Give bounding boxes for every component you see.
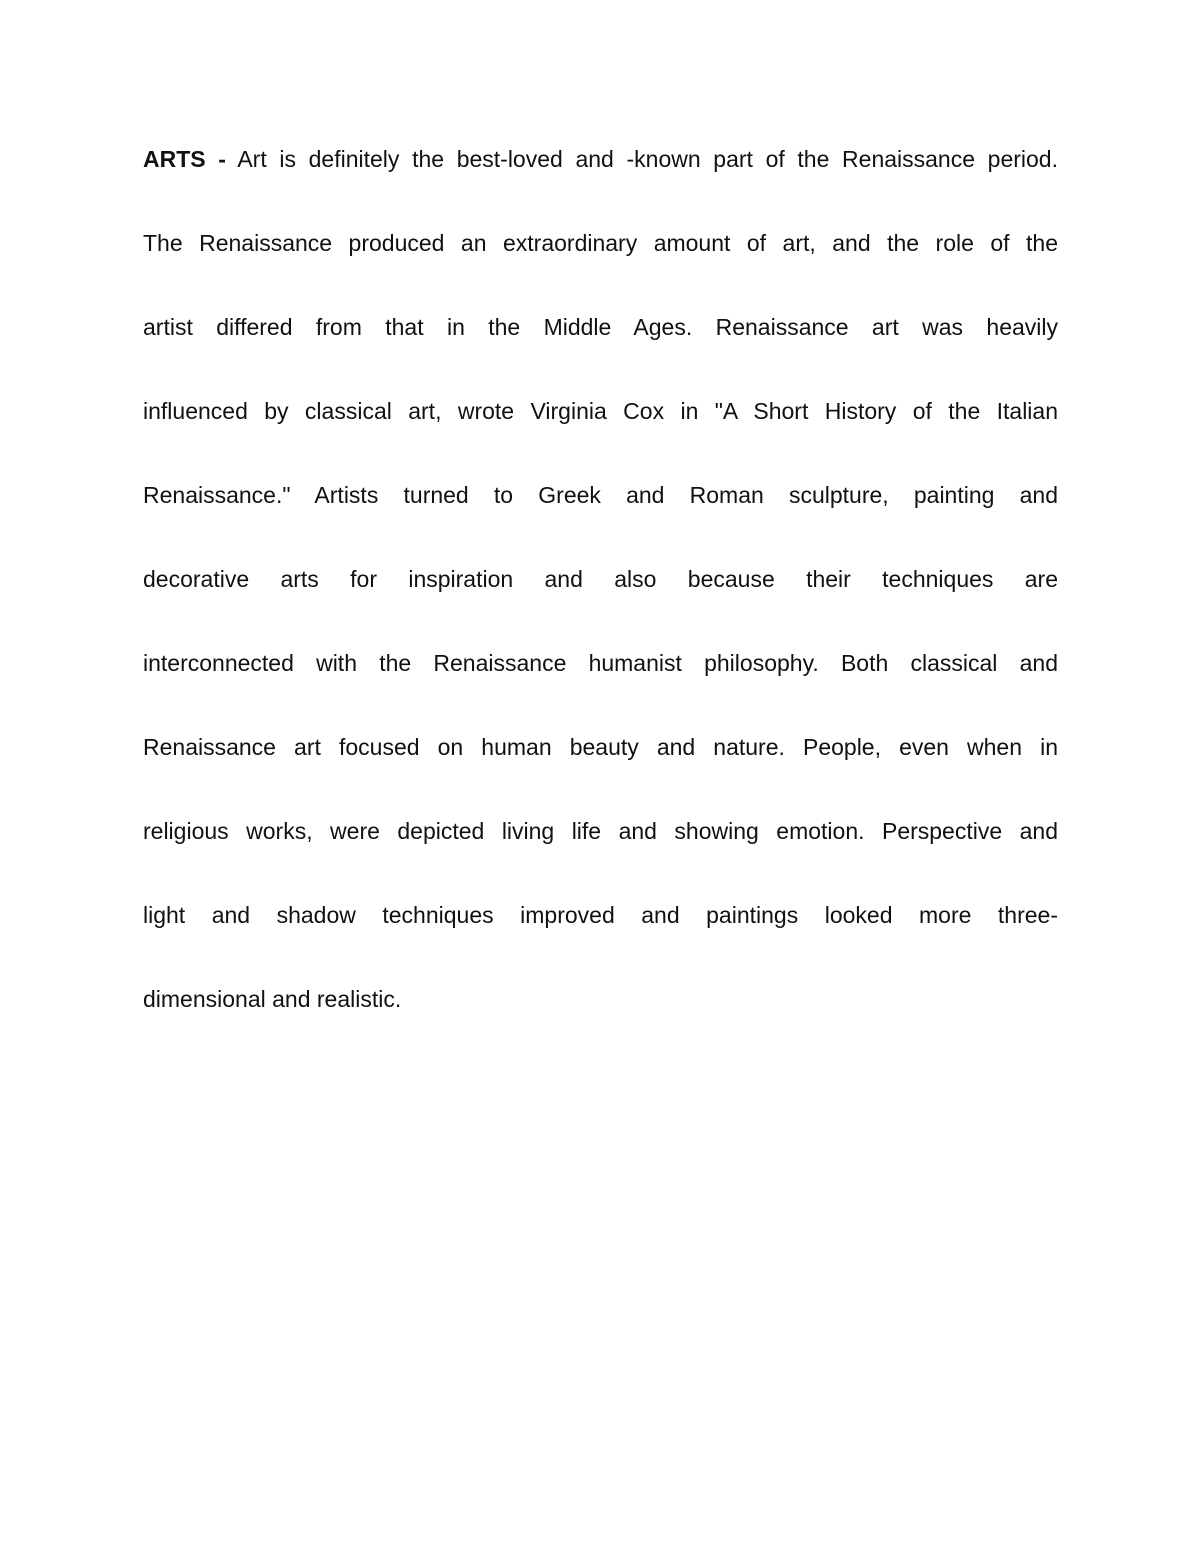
paragraph-line-5: Renaissance." Artists turned to Greek and Roman sculpture, painting and [143, 482, 1058, 508]
paragraph-line-4: influenced by classical art, wrote Virginia Cox in "A Short History of the Italian [143, 398, 1058, 424]
paragraph-line-7: interconnected with the Renaissance humanist philosophy. Both classical and [143, 650, 1058, 676]
line-1-text: Art is definitely the best-loved and -known part of the Renaissance period. [225, 146, 1058, 172]
paragraph-line-3: artist differed from that in the Middle Ages. Renaissance art was heavily [143, 314, 1058, 340]
paragraph-line-11: dimensional and realistic. [143, 986, 402, 1012]
paragraph-line-2: The Renaissance produced an extraordinary amount of art, and the role of the [143, 230, 1058, 256]
paragraph-line-6: decorative arts for inspiration and also because their techniques are [143, 566, 1058, 592]
paragraph-line-8: Renaissance art focused on human beauty and nature. People, even when in [143, 734, 1058, 760]
body-paragraph [143, 141, 1058, 1065]
paragraph-line-9: religious works, were depicted living life and showing emotion. Perspective and [143, 818, 1058, 844]
paragraph-line-10: light and shadow techniques improved and paintings looked more three- [143, 902, 1058, 928]
paragraph-line-1 [143, 141, 1058, 225]
section-heading-arts: ARTS - [143, 146, 226, 172]
